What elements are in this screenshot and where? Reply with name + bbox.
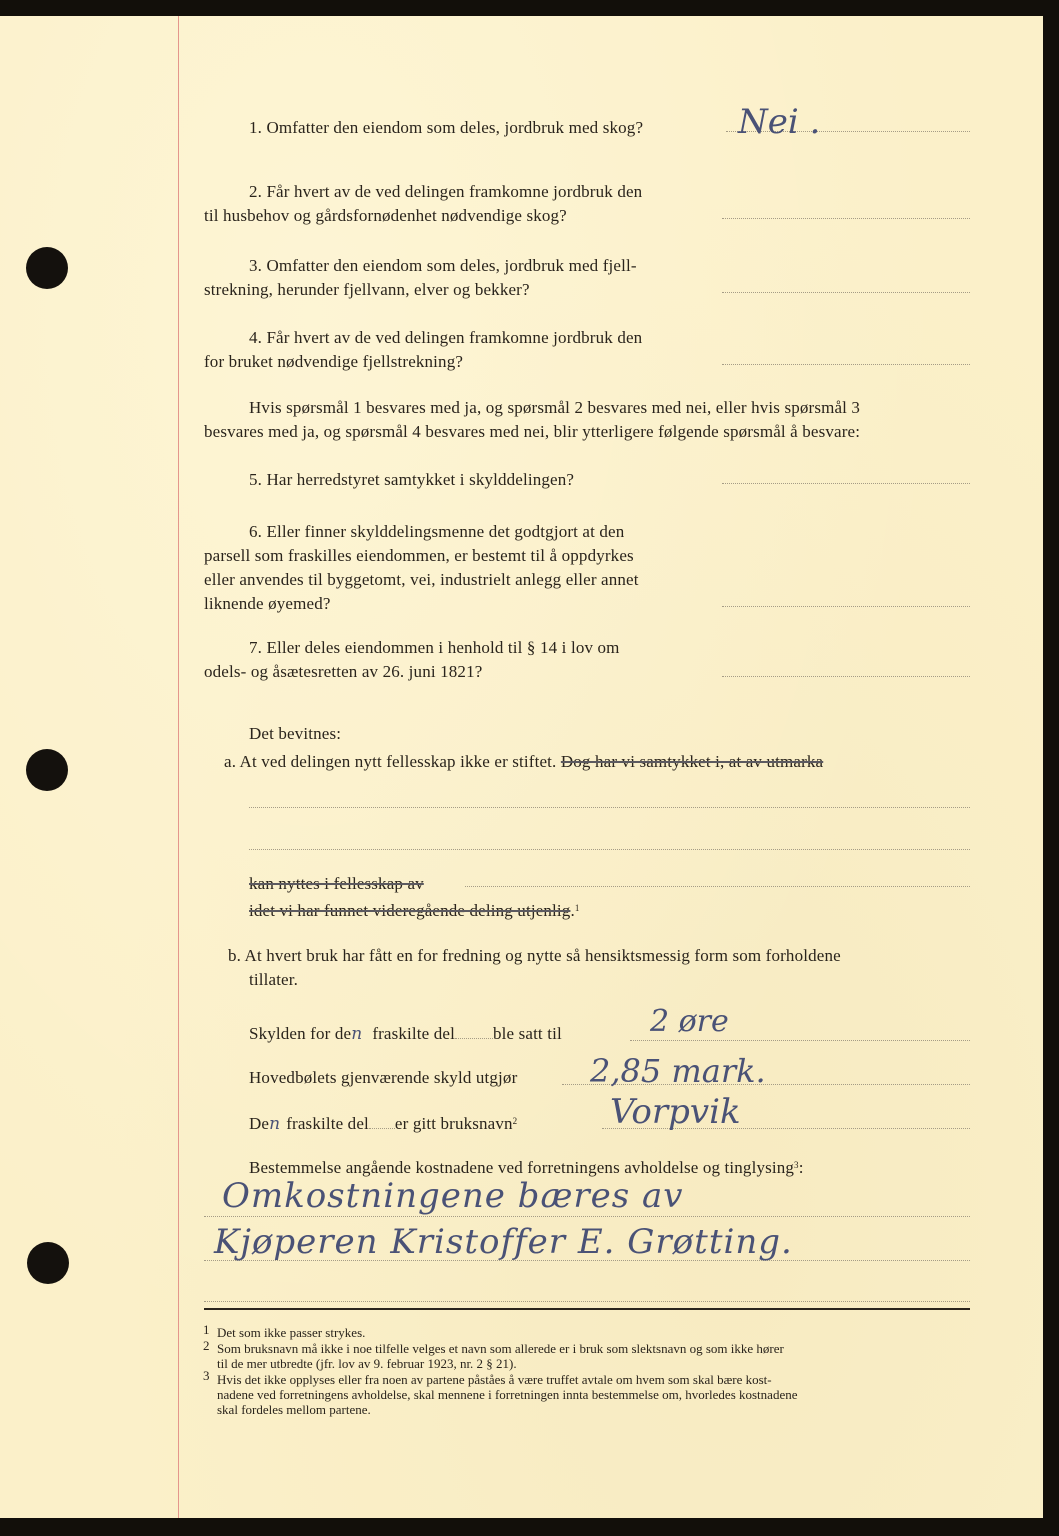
bruksnavn-label: De [249, 1114, 270, 1133]
answer-1-handwritten: Nei . [738, 102, 821, 142]
condition-text-line-2: besvares med ja, og spørsmål 4 besvares med nei, blir ytterligere følgende spørsmål å besvare: [204, 422, 861, 441]
question-6-line-2: parsell som fraskilles eiendommen, er bestemt til å oppdyrkes [204, 546, 634, 565]
footnote-3-num: 3 [203, 1368, 210, 1383]
footnote-ref-1[interactable]: 1 [574, 903, 580, 913]
document-page [0, 16, 1043, 1518]
question-5: 5. Har herredstyret samtykket i skylddelingen? [249, 470, 575, 489]
question-7-line-1: 7. Eller deles eiendommen i henhold til § 14 i lov om [249, 638, 620, 657]
answer-line-2[interactable] [722, 218, 970, 219]
footnote-3-text-line-2: nadene ved forretningens avholdelse, skal mennene i forretningen innta bestemmelse om, hvorledes kostnadene [217, 1387, 798, 1402]
bruksnavn-value-handwritten: Vorpvik [610, 1092, 741, 1132]
skyld-label-3: ble satt til [492, 1024, 562, 1043]
footnote-2-text-line-2: til de mer utbredte (jfr. lov av 9. februar 1923, nr. 2 § 21). [217, 1356, 517, 1371]
question-3-line-1: 3. Omfatter den eiendom som deles, jordbruk med fjell- [249, 256, 637, 275]
attestation-a [224, 750, 823, 773]
question-4-line-2: for bruket nødvendige fjellstrekning? [204, 352, 464, 371]
hovedbol-label: Hovedbølets gjenværende skyld utgjør [249, 1068, 518, 1087]
bruksnavn-label-3: er gitt bruksnavn [394, 1114, 513, 1133]
skyld-value-handwritten: 2 øre [650, 1004, 729, 1039]
attestation-heading: Det bevitnes: [249, 724, 342, 743]
fill-line-a-1[interactable] [249, 807, 970, 808]
punch-hole-icon [27, 1242, 69, 1284]
bruksnavn-label-2: fraskilte del [286, 1114, 369, 1133]
punch-hole-icon [26, 749, 68, 791]
attestation-a-text: a. At ved delingen nytt fellesskap ikke er stiftet. [224, 752, 557, 771]
fill-line-a-2[interactable] [249, 849, 970, 850]
footnote-1-text: Det som ikke passer strykes. [217, 1325, 366, 1340]
answer-line-4[interactable] [722, 364, 970, 365]
question-6-line-4: liknende øyemed? [204, 594, 331, 613]
skyld-insert-handwritten: n [351, 1024, 363, 1044]
skyld-label-2: fraskilte del [372, 1024, 455, 1043]
margin-line [178, 16, 179, 1518]
footnote-2-num: 2 [203, 1338, 210, 1353]
question-3-line-2: strekning, herunder fjellvann, elver og bekker? [204, 280, 530, 299]
question-4-line-1: 4. Får hvert av de ved delingen framkomne jordbruk den [249, 328, 643, 347]
footnote-ref-3[interactable]: 3 [794, 1160, 799, 1170]
attestation-a-struck-line-3-wrap: idet vi har funnet videregående deling utjenlig.$^1$ [249, 901, 580, 920]
attestation-b-line-2: tillater. [249, 970, 299, 989]
footnote-ref-2[interactable]: 2 [512, 1116, 518, 1126]
footnote-3-text-line-3: skal fordeles mellom partene. [217, 1402, 371, 1417]
attestation-a-struck: Dog har vi samtykket i, at av utmarka [560, 752, 824, 771]
kostnad-line-3[interactable] [204, 1301, 970, 1302]
question-6-line-1: 6. Eller finner skylddelingsmenne det godtgjort at den [249, 522, 625, 541]
answer-line-5[interactable] [722, 483, 970, 484]
question-2-line-1: 2. Får hvert av de ved delingen framkomne jordbruk den [249, 182, 643, 201]
kostnad-line-1[interactable] [204, 1216, 970, 1217]
kostnad-handwritten-line-2: Kjøperen Kristoffer E. Grøtting. [214, 1222, 793, 1262]
question-2-line-2: til husbehov og gårdsfornødenhet nødvendige skog? [204, 206, 567, 225]
punch-hole-icon [26, 247, 68, 289]
answer-line-6[interactable] [722, 606, 970, 607]
fill-line-a-3[interactable] [465, 886, 970, 887]
question-7-line-2: odels- og åsætesretten av 26. juni 1821? [204, 662, 483, 681]
kostnad-label: Bestemmelse angående kostnadene ved forretningens avholdelse og tinglysing [249, 1158, 795, 1177]
condition-text-line-1: Hvis spørsmål 1 besvares med ja, og spørsmål 2 besvares med nei, eller hvis spørsmål 3 [249, 398, 861, 417]
question-1: 1. Omfatter den eiendom som deles, jordbruk med skog? [249, 118, 644, 137]
footnote-divider [204, 1308, 970, 1310]
hovedbol-value-handwritten: 2,85 mark. [590, 1052, 766, 1090]
question-6-line-3: eller anvendes til byggetomt, vei, industrielt anlegg eller annet [204, 570, 639, 589]
footnote-2-text-line-1: Som bruksnavn må ikke i noe tilfelle velges et navn som allerede er i bruk som slektsnavn og som ikke hører [217, 1341, 784, 1356]
skyld-value-line[interactable] [630, 1040, 970, 1041]
skyld-label: Skylden for de [249, 1024, 352, 1043]
footnote-1-num: 1 [203, 1322, 210, 1337]
answer-line-3[interactable] [722, 292, 970, 293]
skyld-field [249, 1022, 562, 1046]
kostnad-colon: : [798, 1158, 804, 1177]
attestation-a-struck-line-2: kan nyttes i fellesskap av [249, 874, 424, 893]
attestation-a-struck-line-3: idet vi har funnet videregående deling utjenlig [249, 901, 571, 920]
bruksnavn-insert-handwritten: n [269, 1114, 281, 1134]
attestation-b-line-1: b. At hvert bruk har fått en for fredning og nytte så hensiktsmessig form som forholdene [228, 946, 841, 965]
footnote-3-text-line-1: Hvis det ikke opplyses eller fra noen av partene påståes å være truffet avtale om hvem som skal bære kost- [217, 1372, 772, 1387]
bruksnavn-field [249, 1110, 517, 1136]
answer-line-7[interactable] [722, 676, 970, 677]
kostnad-handwritten-line-1: Omkostningene bæres av [222, 1176, 684, 1216]
